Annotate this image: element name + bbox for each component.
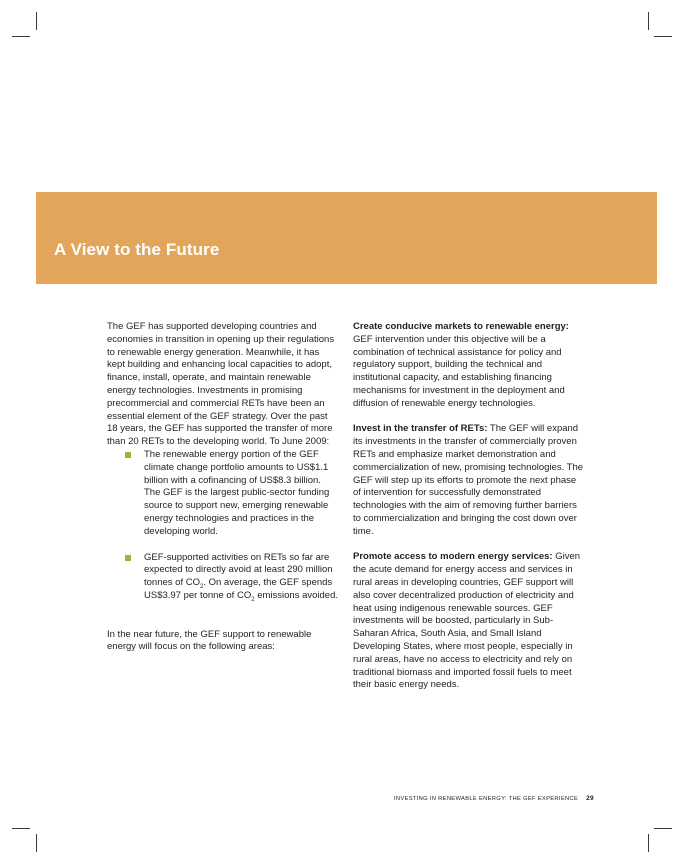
section-title: A View to the Future <box>54 240 220 259</box>
bullet-item <box>144 449 339 539</box>
section-banner <box>36 192 657 284</box>
closing-paragraph: In the near future, the GEF support to renewable energy will focus on the following areas: <box>107 628 312 653</box>
access-paragraph: Promote access to modern energy services: Given the acute demand for energy access and services in rural areas in developing countries, GEF support will also cover decentralized production of electricity and heat using indigenous renewable sources. GEF investments will be boosted, particularly in Sub-Saharan Africa, South Asia, and Small Island Developing States, where most people, especially in rural areas, have no access to electricity and rely on traditional biomass and imported fossil fuels to meet their basic energy needs. <box>353 551 581 691</box>
crop-mark <box>648 834 649 852</box>
paragraph-lead: Create conducive markets to renewable energy: <box>353 321 569 332</box>
bullet-text: GEF-supported activities on RETs so far are expected to directly avoid at least 290 million tonnes of $CO_2$. On average, the GEF spends US$3.97 per tonne of $CO_2$ emissions avoided. <box>144 551 338 603</box>
page-footer <box>394 795 594 802</box>
running-title: INVESTING IN RENEWABLE ENERGY: THE GEF EXPERIENCE <box>394 796 579 802</box>
paragraph-lead: Promote access to modern energy services: <box>353 551 553 563</box>
bullet-square-icon <box>125 555 131 561</box>
bullet-text: The renewable energy portion of the GEF climate change portfolio amounts to US$1.1 billion with a cofinancing of US$8.3 billion. The GEF is the largest public-sector funding source to support new, emerging renewable energy technologies and practices in the developing world. <box>144 448 330 537</box>
bullet-list <box>107 449 339 603</box>
crop-mark <box>648 12 649 30</box>
crop-mark <box>12 36 30 37</box>
markets-paragraph: Create conducive markets to renewable energy: GEF intervention under this objective will be a combination of technical assistance for policy and regulatory support, building the technical and institutional capacity, and establishing financing mechanisms for investment in the deployment and diffusion of renewable energy technologies. <box>353 321 569 409</box>
crop-mark <box>36 12 37 30</box>
crop-mark <box>12 828 30 829</box>
page-number: 29 <box>586 795 594 802</box>
crop-mark <box>36 834 37 852</box>
paragraph-lead: Invest in the transfer of RETs: <box>353 423 488 435</box>
crop-mark <box>654 828 672 829</box>
crop-mark <box>654 36 672 37</box>
intro-paragraph: The GEF has supported developing countries and economies in transition in opening up their regulations to renewable energy generation. Meanwhile, it has kept building and enhancing local capacities to adopt, finance, install, operate, and maintain renewable energy technologies. Investments in promising precommercial and commercial RETs have been an essential element of the GEF strategy. Over the past 18 years, the GEF has supported the transfer of more than 20 RETs to the developing world. To June 2009: <box>107 321 335 448</box>
transfer-paragraph: Invest in the transfer of RETs: The GEF will expand its investments in the transfer of commercially proven RETs and emphasize market demonstration and commercialization of new, promising technologies. The GEF will step up its efforts to promote the next phase of intervention for successfully demonstrated technologies with the aim of removing further barriers to commercialization and bringing the cost down over time. <box>353 423 584 537</box>
right-column <box>353 321 585 692</box>
left-column <box>107 321 339 654</box>
bullet-square-icon <box>125 452 131 458</box>
bullet-item <box>144 552 339 603</box>
